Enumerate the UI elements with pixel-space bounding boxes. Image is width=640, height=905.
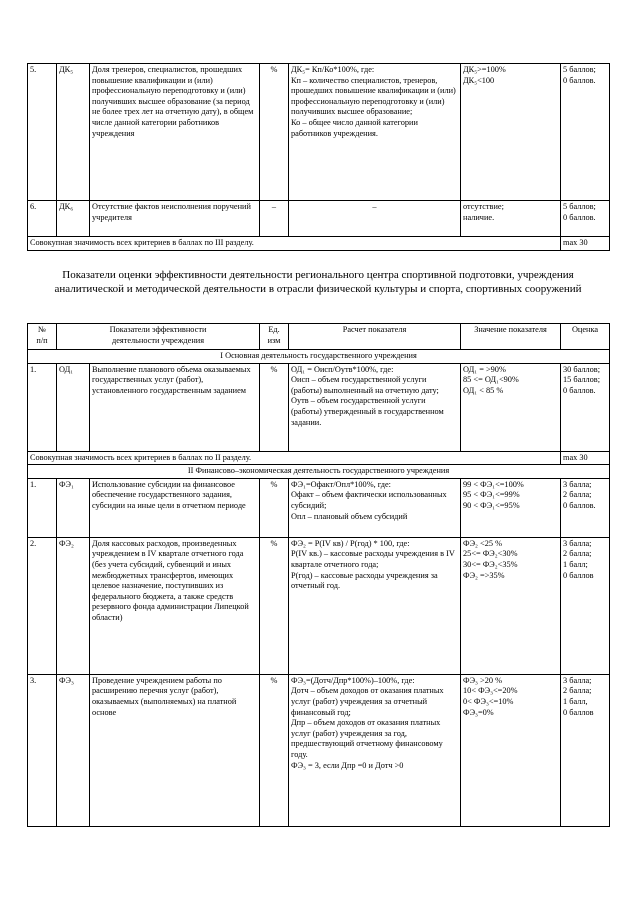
table-row [28,478,610,537]
indicator-value: 99 < ФЭ₁<=100% 95 < ФЭ₁<=99% 90 < ФЭ₁<=95% [461,478,561,537]
indicator-text: Выполнение планового объема оказываемых государственных услуг (работ), установленного государственным заданием [90,363,260,451]
indicator-text: Проведение учреждением работы по расширению перечня услуг (работ), оказываемых (выполняемых) на платной основе [90,674,260,826]
score: 30 баллов; 15 баллов; 0 баллов. [561,363,610,451]
total-row [28,237,610,251]
indicator-code: ДК₆ [57,201,90,237]
score: 3 балла; 2 балла; 0 баллов. [561,478,610,537]
header-value: Значение показателя [461,324,561,350]
calculation: ФЭ₁=Офакт/Опл*100%, где: Офакт – объем фактически использованных субсидий; Опл – плановый объем субсидий [289,478,461,537]
score: 3 балла; 2 балла; 1 балл; 0 баллов [561,537,610,674]
table-row [28,363,610,451]
indicator-code: ФЭ₃ [57,674,90,826]
score: 5 баллов; 0 баллов. [561,201,610,237]
indicator-text: Доля тренеров, специалистов, прошедших повышение квалификации и (или) профессиональную переподготовку и (или) получивших высшее образование (за период не более трех лет на отчетную дату), в общем числе данной категории работников учреждения [90,64,260,201]
score: 5 баллов; 0 баллов. [561,64,610,201]
table-row [28,674,610,826]
unit: % [260,478,289,537]
row-number: 5. [28,64,57,201]
total-value: max 30 [561,237,610,251]
indicator-value: ФЭ₃ >20 % 10< ФЭ₃<=20% 0< ФЭ₃<=10% ФЭ₃=0% [461,674,561,826]
row-number: 3. [28,674,57,826]
section-row [28,350,610,364]
header-unit: Ед. изм [260,324,289,350]
score: 3 балла; 2 балла; 1 балл, 0 баллов [561,674,610,826]
section-heading: Показатели оценки эффективности деятельности регионального центра спортивной подготовки, учреждения аналитической и методической деятельности в отрасли физической культуры и спорта, спортивных сооружений [54,269,582,295]
indicator-text: Отсутствие фактов неисполнения поручений учредителя [90,201,260,237]
indicator-value: ФЭ₂ <25 % 25<= ФЭ₂<30% 30<= ФЭ₂<35% ФЭ₂ =>35% [461,537,561,674]
indicator-value: ОД₁ = >90% 85 <= ОД₁<90% ОД₁ < 85 % [461,363,561,451]
total-row [28,451,610,465]
indicator-text: Доля кассовых расходов, произведенных учреждением в IV квартале отчетного года (без учета субсидий, субвенций и иных межбюджетных трансфертов, имеющих целевое назначение, поступивших из федерального бюджета, а также средств резервного фонда администрации Липецкой области) [90,537,260,674]
section-title: I Основная деятельность государственного учреждения [28,350,610,364]
continuation-table [27,63,610,251]
calculation: – [289,201,461,237]
indicator-code: ОД₁ [57,363,90,451]
calculation: ДК₅= Кп/Ко*100%, где: Кп – количество специалистов, тренеров, прошедших повышение квалификации и (или) профессиональную переподготовку и (или) получивших высшее образование; Ко – общее число данной категории работников учреждения. [289,64,461,201]
indicator-code: ФЭ₂ [57,537,90,674]
row-number: 6. [28,201,57,237]
indicator-value: ДК₅>=100% ДК₅<100 [461,64,561,201]
row-number: 1. [28,478,57,537]
unit: % [260,537,289,674]
header-num: № п/п [28,324,57,350]
section-title: II Финансово–экономическая деятельность государственного учреждения [28,465,610,479]
row-number: 1. [28,363,57,451]
unit: % [260,64,289,201]
section-row [28,465,610,479]
indicator-value: отсутствие; наличие. [461,201,561,237]
header-indicator: Показатели эффективности деятельности учреждения [57,324,260,350]
indicator-text: Использование субсидии на финансовое обеспечение государственного задания, субсидии на иные цели в отчетном периоде [90,478,260,537]
calculation: ФЭ₂ = Р(IV кв) / Р(год) * 100, где: Р(IV кв.) – кассовые расходы учреждения в IV квартале отчетного года; Р(год) – кассовые расходы учреждения за отчетный год. [289,537,461,674]
unit: % [260,674,289,826]
table-row [28,201,610,237]
table-header-row [28,324,610,350]
indicators-table [27,323,610,827]
table-row [28,537,610,674]
header-score: Оценка [561,324,610,350]
indicator-code: ДК₅ [57,64,90,201]
total-value: max 30 [561,451,610,465]
calculation: ФЭ₃=(Дотч/Дпр*100%)–100%, где: Дотч – объем доходов от оказания платных услуг (работ) учреждения за отчетный финансовый год; Дпр – объем доходов от оказания платных услуг (работ) учреждения за год, предшествующий отчетному финансовому году. ФЭ₃ = 3, если Дпр =0 и Дотч >0 [289,674,461,826]
total-label: Совокупная значимость всех критериев в баллах по II разделу. [28,451,561,465]
indicator-code: ФЭ₁ [57,478,90,537]
unit: % [260,363,289,451]
total-label: Совокупная значимость всех критериев в баллах по III разделу. [28,237,561,251]
calculation: ОД₁ = Оисп/Оутв*100%, где: Оисп – объем государственной услуги (работы) выполненный на отчетную дату; Оутв – объем государственной услуги (работы) утвержденный в государственном задании. [289,363,461,451]
header-calc: Расчет показателя [289,324,461,350]
table-row [28,64,610,201]
row-number: 2. [28,537,57,674]
unit: – [260,201,289,237]
